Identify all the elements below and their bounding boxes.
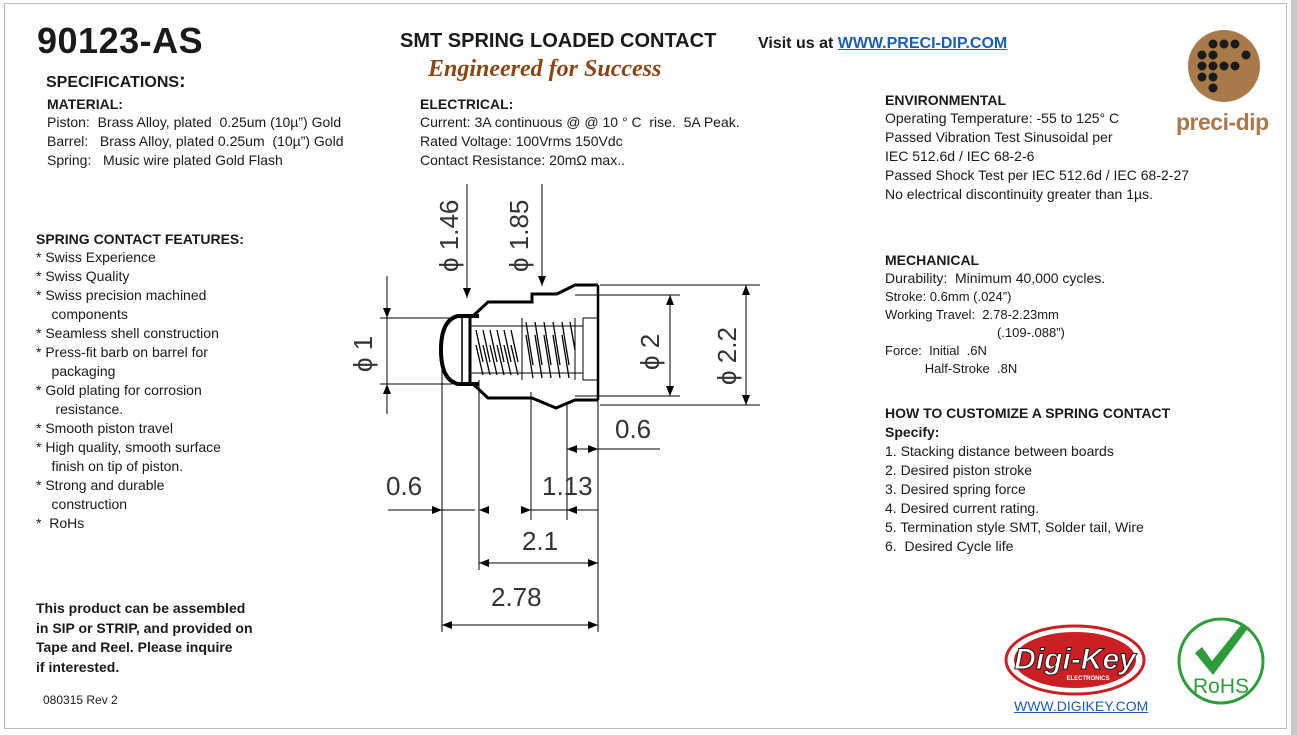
spec-line: Passed Vibration Test Sinusoidal per [885,129,1113,145]
spec-line: Piston: Brass Alloy, plated 0.25um (10µ”) Gold [47,114,342,130]
dim-arrow [567,506,577,514]
contact-technical-drawing [330,180,790,640]
page-edge-shadow [1291,0,1297,735]
spec-line: Current: 3A continuous @ @ 10 ° C rise. 5A Peak. [420,114,740,130]
spec-line: Stroke: 0.6mm (.024”) [885,289,1012,304]
material-section [47,96,344,170]
spec-line: * Swiss precision machined [36,287,207,303]
rohs-label: RoHS [1192,675,1250,698]
rohs-badge-icon [1175,615,1267,707]
digikey-logo-icon [1004,624,1146,696]
spec-line: * Swiss Quality [36,268,130,284]
dim-label-06-left: 0.6 [386,471,423,501]
note-line: if interested. [36,658,120,675]
digikey-logo-text: Digi-Key [1014,643,1136,676]
spring-coils [476,322,575,378]
spec-line: No electrical discontinuity greater than 1µs. [885,186,1153,202]
spec-line: finish on tip of piston. [36,458,184,474]
dim-arrow [567,445,577,453]
environmental-lines [885,109,1189,204]
note-line: Tape and Reel. Please inquire [36,639,233,655]
spec-line: Half-Stroke .8N [885,361,1018,376]
digikey-website-link[interactable]: WWW.DIGIKEY.COM [1014,698,1149,714]
dim-label-d2: ϕ 2 [635,333,665,370]
spec-line: * High quality, smooth surface [36,439,221,455]
spec-line: packaging [36,363,116,379]
digikey-logo-subtext: ELECTRONICS [1066,676,1110,682]
customize-heading: HOW TO CUSTOMIZE A SPRING CONTACT [885,405,1171,421]
spec-line: * Swiss Experience [36,249,156,265]
mechanical-heading: MECHANICAL [885,252,980,268]
environmental-section [885,92,1189,204]
dim-arrow [666,295,674,305]
dim-label-d146: ϕ 1.46 [434,199,464,272]
features-section [36,231,244,533]
dim-arrow [521,506,531,514]
document-title: SMT SPRING LOADED CONTACT [400,30,717,52]
spec-line: Force: Initial .6N [885,343,987,358]
spec-line: * Seamless shell construction [36,325,219,341]
environmental-heading: ENVIRONMENTAL [885,92,1007,108]
electrical-section [420,96,740,170]
spec-line: * Press-fit barb on barrel for [36,344,208,360]
visit-line [758,35,1007,53]
spec-line: Spring: Music wire plated Gold Flash [47,152,283,168]
dim-arrow [383,308,391,318]
dim-arrow [742,395,750,405]
assembly-note [36,599,253,677]
customize-section [885,404,1170,556]
dim-arrow [432,506,442,514]
spec-line: 2. Desired piston stroke [885,462,1033,478]
mechanical-section [885,252,1105,378]
dim-arrow [442,621,452,629]
spec-line: Durability: Minimum 40,000 cycles. [885,270,1106,286]
mechanical-lines [885,269,1105,378]
spec-line: resistance. [36,401,124,417]
spec-line: 4. Desired current rating. [885,500,1040,516]
dim-label-278: 2.78 [491,582,542,612]
customize-subheading: Specify: [885,424,940,440]
features-lines [36,248,244,533]
dim-arrow [588,621,598,629]
preci-dip-website-link[interactable]: WWW.PRECI-DIP.COM [837,35,1008,52]
dim-arrow [479,506,489,514]
spec-line: * RoHs [36,515,85,531]
revision: 080315 Rev 2 [43,693,118,707]
customize-lines [885,442,1170,556]
specifications-heading-text: SPECIFICATIONS [46,74,180,91]
dim-arrow [666,386,674,396]
dim-arrow [538,276,546,286]
dim-label-06-right: 0.6 [615,414,652,444]
dim-arrow [479,559,489,567]
dim-arrow [742,285,750,295]
dim-arrow [463,288,471,298]
dim-arrow [588,445,598,453]
part-number: 90123-AS [37,20,204,61]
spec-line: * Smooth piston travel [36,420,173,436]
slogan: Engineered for Success [428,56,662,82]
specifications-heading [46,70,186,93]
electrical-lines [420,113,740,170]
spec-line: 6. Desired Cycle life [885,538,1014,554]
spec-line: 5. Termination style SMT, Solder tail, Wire [885,519,1144,535]
material-lines [47,113,344,170]
spec-line: Rated Voltage: 100Vrms 150Vdc [420,133,623,149]
note-line: This product can be assembled [36,600,246,616]
spec-line: 1. Stacking distance between boards [885,443,1114,459]
dim-arrow [383,384,391,394]
specifications-heading-colon: : [179,70,186,92]
dim-label-113: 1.13 [542,471,593,501]
spec-line: Barrel: Brass Alloy, plated 0.25um (10µ”) Gold [47,133,344,149]
spec-line: construction [36,496,128,512]
spec-line: components [36,306,128,322]
dim-label-d22: ϕ 2.2 [712,327,742,385]
spec-line: (.109-.088”) [885,325,1065,340]
preci-dip-logo-icon [1187,29,1261,103]
spec-line: Passed Shock Test per IEC 512.6d / IEC 68-2-27 [885,167,1190,183]
dim-label-21: 2.1 [522,526,559,556]
dim-label-d1: ϕ 1 [348,335,378,372]
spec-line: Operating Temperature: -55 to 125° C [885,110,1120,126]
spec-line: Contact Resistance: 20mΩ max.. [420,152,625,168]
features-heading: SPRING CONTACT FEATURES: [36,231,244,247]
dim-label-d185: ϕ 1.85 [504,199,534,272]
spec-line: * Strong and durable [36,477,165,493]
spec-line: * Gold plating for corrosion [36,382,202,398]
spec-line: Working Travel: 2.78-2.23mm [885,307,1059,322]
spec-line: IEC 512.6d / IEC 68-2-6 [885,148,1035,164]
material-heading: MATERIAL: [47,96,123,112]
electrical-heading: ELECTRICAL: [420,96,514,112]
visit-label: Visit us at [758,35,834,52]
dim-arrow [588,559,598,567]
preci-dip-brand-name: preci-dip [1176,109,1269,135]
spec-line: 3. Desired spring force [885,481,1026,497]
note-line: in SIP or STRIP, and provided on [36,619,253,636]
